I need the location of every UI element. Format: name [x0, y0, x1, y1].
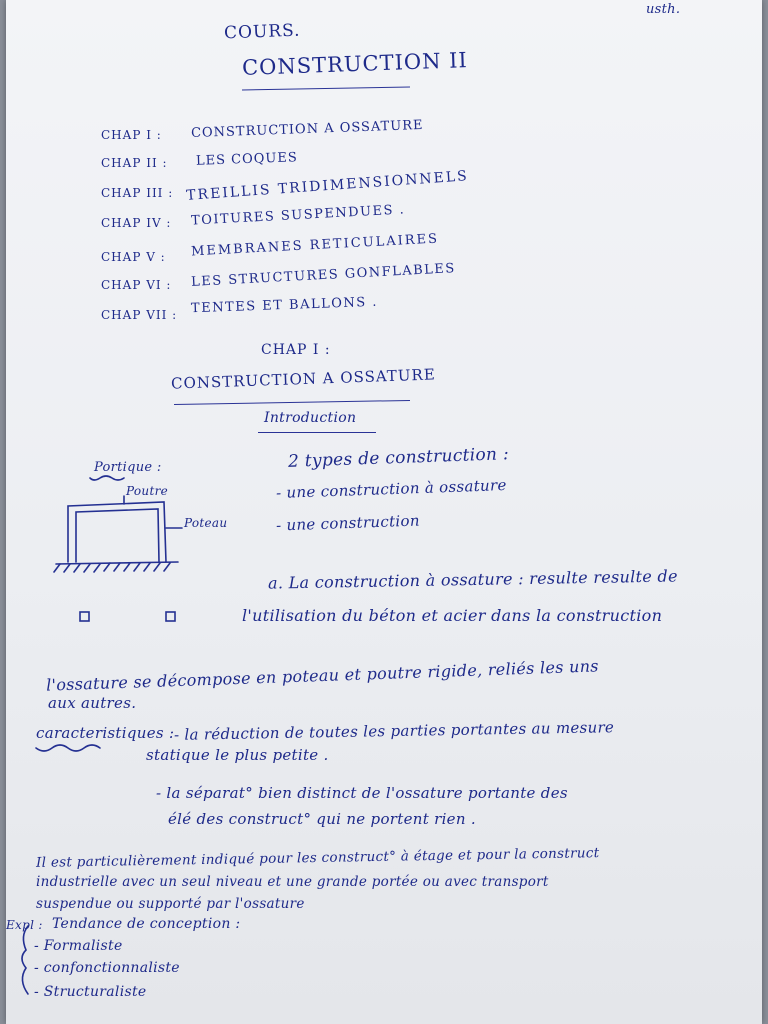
body-line: l'utilisation du béton et acier dans la construction	[242, 606, 663, 625]
body-line: Il est particulièrement indiqué pour les construct° à étage et pour la construct	[35, 845, 600, 871]
chapter-num: CHAP I :	[101, 128, 162, 142]
caract-label: caracteristiques :	[36, 724, 175, 742]
caract-line: élé des construct° qui ne portent rien .	[168, 810, 476, 828]
chapter-title: TOITURES SUSPENDUES .	[190, 202, 406, 229]
trend-item: - Structuraliste	[34, 984, 147, 1000]
trend-item: - Formaliste	[34, 938, 123, 954]
portique-squiggle	[90, 476, 124, 480]
chapter-title: TREILLIS TRIDIMENSIONNELS	[185, 168, 470, 204]
chapter-num: CHAP VII :	[101, 308, 178, 322]
cours-label: COURS.	[223, 20, 301, 44]
chapter-title: TENTES ET BALLONS .	[190, 294, 379, 317]
chapter-title: LES COQUES	[195, 150, 299, 169]
poteau-label: Poteau	[184, 516, 228, 530]
chapter-num: CHAP VI :	[101, 278, 172, 292]
intro-heading: Introduction	[264, 410, 357, 426]
trend-item: - confonctionnaliste	[34, 960, 180, 976]
chapter-num: CHAP II :	[101, 156, 168, 170]
caract-line: - la réduction de toutes les parties portantes au mesure	[173, 718, 615, 744]
portique-label: Portique :	[94, 460, 162, 475]
chapter-title: MEMBRANES RETICULAIRES	[190, 231, 440, 260]
chapter-num: CHAP III :	[101, 186, 174, 200]
types-heading: 2 types de construction :	[287, 444, 510, 472]
body-line: aux autres.	[48, 694, 137, 712]
caract-line: - la séparat° bien distinct de l'ossature portante des	[156, 784, 568, 802]
expl-label: Expl :	[6, 918, 43, 932]
body-line: industrielle avec un seul niveau et une grande portée ou avec transport	[36, 874, 549, 890]
checkbox-mark	[166, 612, 175, 621]
caract-line: statique le plus petite .	[146, 746, 329, 764]
body-line: suspendue ou supporté par l'ossature	[36, 896, 305, 912]
page-title: CONSTRUCTION II	[241, 48, 469, 80]
checkbox-mark	[80, 612, 89, 621]
body-line: l'ossature se décompose en poteau et poutre rigide, reliés les uns	[45, 656, 600, 695]
chapter1-label: CHAP I :	[261, 342, 331, 358]
types-item: - une construction	[275, 511, 421, 535]
chapter-title: CONSTRUCTION A OSSATURE	[190, 117, 424, 142]
chapter1-title: CONSTRUCTION A OSSATURE	[170, 365, 437, 393]
chapter-num: CHAP IV :	[101, 216, 172, 230]
chapter-title: LES STRUCTURES GONFLABLES	[190, 261, 457, 290]
notebook-page	[6, 0, 762, 1024]
types-item: - une construction à ossature	[275, 475, 507, 503]
poutre-label: Poutre	[126, 484, 169, 498]
chapter-num: CHAP V :	[101, 250, 166, 264]
frame-inner	[76, 509, 159, 562]
tendance-heading: Tendance de conception :	[52, 916, 241, 932]
expl-brace	[22, 926, 28, 994]
body-line: a. La construction à ossature : resulte resulte de	[267, 566, 678, 593]
caract-squiggle	[36, 745, 100, 751]
corner-mark: usth.	[646, 2, 681, 17]
